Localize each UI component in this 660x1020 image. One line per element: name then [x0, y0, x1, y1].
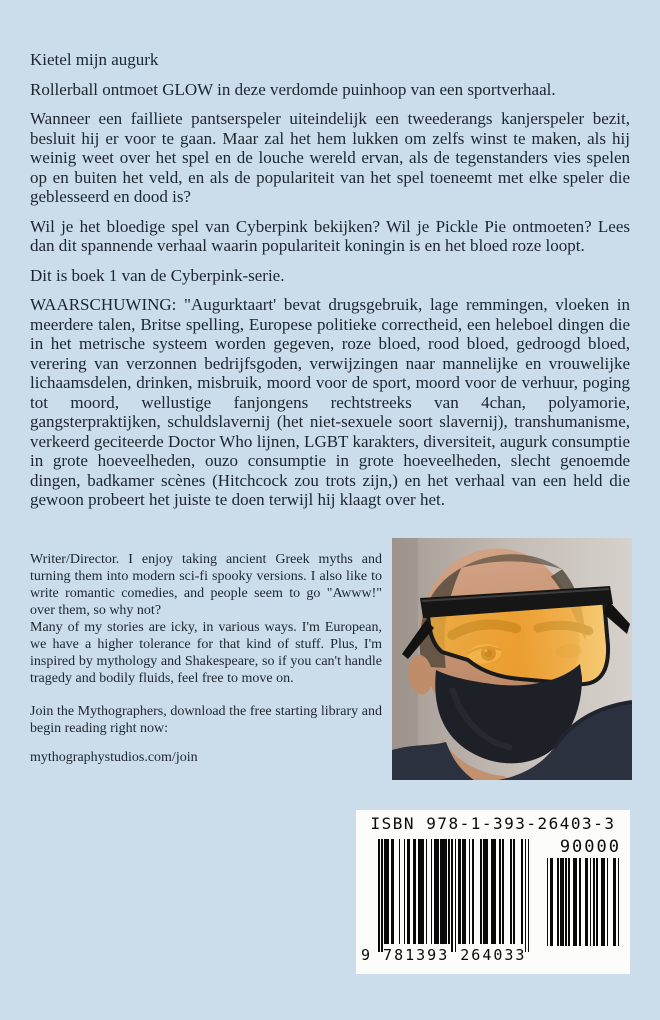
blurb-section — [30, 50, 630, 520]
ean5-barcode — [545, 858, 621, 946]
tagline: Kietel mijn augurk — [30, 50, 159, 69]
content-warning: WAARSCHUWING: "Augurktaart' bevat drugsgebruik, lage remmingen, vloeken in meerdere talen, Britse spelling, Europese politieke correctheid, een heleboel dingen die in het metrische systeem worden gegeven, roze bloed, rood bloed, gedroogd bloed, verering van verzonnen bedrijfsgoden, verwijzingen naar mannelijke en vrouwelijke lichaamsdelen, drinken, misbruik, moord voor de sport, moord voor de verhuur, poging tot moord, wellustige fanjongens rechtstreeks van 4chan, polyamorie, gangsterpraktijken, schuldslavernij (het niet-sexuele soort slavernij), transhumanisme, verkeerd geciteerde Doctor Who lijnen, LGBT karakters, diversiteit, augurk consumptie in grote hoeveelheden, ouzo consumptie in grote hoeveelheden, slecht genoemde dingen, badkamer scènes (Hitchcock zou trots zijn,) en het verhaal van een held die gewoon probeert het juiste te doen terwijl hij klaagt over het. — [30, 295, 630, 509]
ean13-barcode — [378, 839, 529, 952]
isbn-label: ISBN 978-1-393-26403-3 — [370, 814, 616, 833]
hook-line: Rollerball ontmoet GLOW in deze verdomde puinhoop van een sportverhaal. — [30, 79, 556, 99]
author-photo — [392, 538, 632, 780]
author-bio-paragraph-2: Many of my stories are icky, in various ways. I'm European, we have a higher tolerance for that kind of stuff. Plus, I'm inspired by mythology and Shakespeare, so if you can't handle tragedy and bodily fluids, feel free to move on. — [30, 620, 382, 686]
synopsis-paragraph-1: Wanneer een failliete pantserspeler uiteindelijk een tweederangs kanjerspeler bezit, besluit hij er voor te gaan. Maar zal het hem lukken om zelfs winst te maken, als hij weinig weet over het spel en de louche wereld ervan, als de tegenstanders vies spelen op en buiten het veld, en als de populariteit van het spel toeneemt met elke speler die geblesseerd en dood is? — [30, 109, 630, 206]
isbn-barcode-block — [356, 810, 630, 974]
ean5-addon — [545, 837, 621, 946]
series-note: Dit is boek 1 van de Cyberpink-serie. — [30, 265, 285, 285]
price-code: 90000 — [559, 837, 621, 857]
join-url: mythographystudios.com/join — [30, 750, 198, 765]
mythographers-cta: Join the Mythographers, download the free starting library and begin reading right now: — [30, 704, 382, 736]
author-section — [30, 551, 630, 766]
author-bio — [30, 551, 382, 687]
ean13-digits: 9 781393 264033 — [361, 946, 527, 964]
synopsis-paragraph-2: Wil je het bloedige spel van Cyberpink bekijken? Wil je Pickle Pie ontmoeten? Lees dan dit spannende verhaal waarin populariteit koningin is en het bloed roze loopt. — [30, 216, 630, 255]
author-bio-paragraph-1: Writer/Director. I enjoy taking ancient Greek myths and turning them into modern sci-fi spooky versions. I also like to write romantic comedies, and people seem to go "Awww!" over them, so why not? — [30, 552, 382, 618]
